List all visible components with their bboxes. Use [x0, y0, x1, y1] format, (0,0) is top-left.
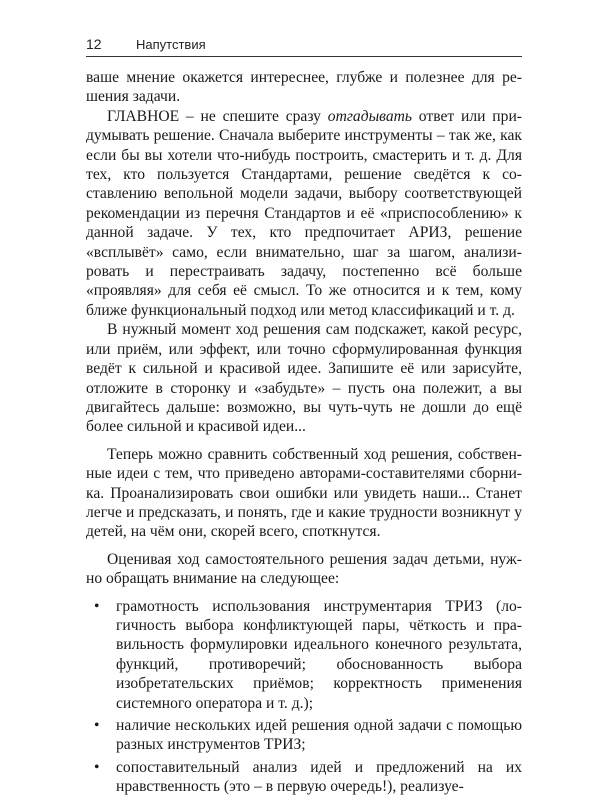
- running-title: Напутствия: [136, 37, 206, 52]
- list-item-text: наличие нескольких идей решения одной задачи с помощью разных инструментов ТРИЗ;: [116, 717, 522, 754]
- paragraph-main-advice: [86, 107, 522, 320]
- list-item: [86, 758, 522, 797]
- page-header: [86, 30, 522, 57]
- bullet-icon: •: [94, 597, 100, 615]
- paragraph-compare: Теперь можно сравнить собственный ход решения, собственные идеи с тем, что приведено авторами-составителями сборника. Проанализировать свои ошибки или увидеть наши... Станет легче и предсказать, и понять, где и какие трудности возникнут у детей, на чём они, скорей всего, споткнутся.: [86, 445, 522, 541]
- paragraph-evaluation-intro: Оценивая ход самостоятельного решения задач детьми, нужно обращать внимание на следующее:: [86, 550, 522, 588]
- list-item-text: грамотность использования инструментария ТРИЗ (логичность выбора конфликтующей пары, чёткость и правильность формулировки идеального конечного результата, функций, противоречий; обоснованность выбора изобретательских приёмов; корректность применения системного оператора и т. д.);: [116, 597, 522, 712]
- list-item: [86, 597, 522, 713]
- page-number: 12: [86, 36, 102, 52]
- paragraph-continuation: ваше мнение окажется интереснее, глубже и полезнее для решения задачи.: [86, 69, 522, 106]
- paragraph-rest: ответ или придумывать решение. Сначала выберите инструменты – так же, как если бы вы хотели что-нибудь построить, смастерить и т. д. Для тех, кто пользуется Стандартами, решение сведётся к составлению вепольной модели задачи, выбору соответствующей рекомендации из перечня Стандартов и её «приспособлению» к данной задаче. У тех, кто предпочитает АРИЗ, решение «всплывёт» само, если внимательно, шаг за шагом, анализировать и перестраивать задачу, постепенно всё больше «проявляя» для себя её смысл. То же относится и к тем, кому ближе функциональный подход или метод классификаций и т. д.: [86, 107, 522, 319]
- emphasis-word: отгадывать: [327, 107, 412, 125]
- paragraph-lead: ГЛАВНОЕ – не спешите сразу: [107, 107, 328, 125]
- list-item-text: сопоставительный анализ идей и предложений на их нравственность (это – в первую очередь!), реализуе-: [116, 758, 522, 796]
- list-item: [86, 716, 522, 755]
- criteria-list: [86, 597, 522, 797]
- bullet-icon: •: [94, 717, 100, 734]
- page-body: [86, 68, 522, 800]
- paragraph-idea: В нужный момент ход решения сам подскажет, какой ресурс, или приём, или эффект, или точно сформулированная функция ведёт к сильной и красивой идее. Запишите её или зарисуйте, отложите в сторонку и «забудьте» – пусть она полежит, а вы двигайтесь дальше: возможно, вы чуть-чуть не дошли до ещё более сильной и красивой идеи...: [86, 321, 522, 436]
- bullet-icon: •: [94, 758, 100, 776]
